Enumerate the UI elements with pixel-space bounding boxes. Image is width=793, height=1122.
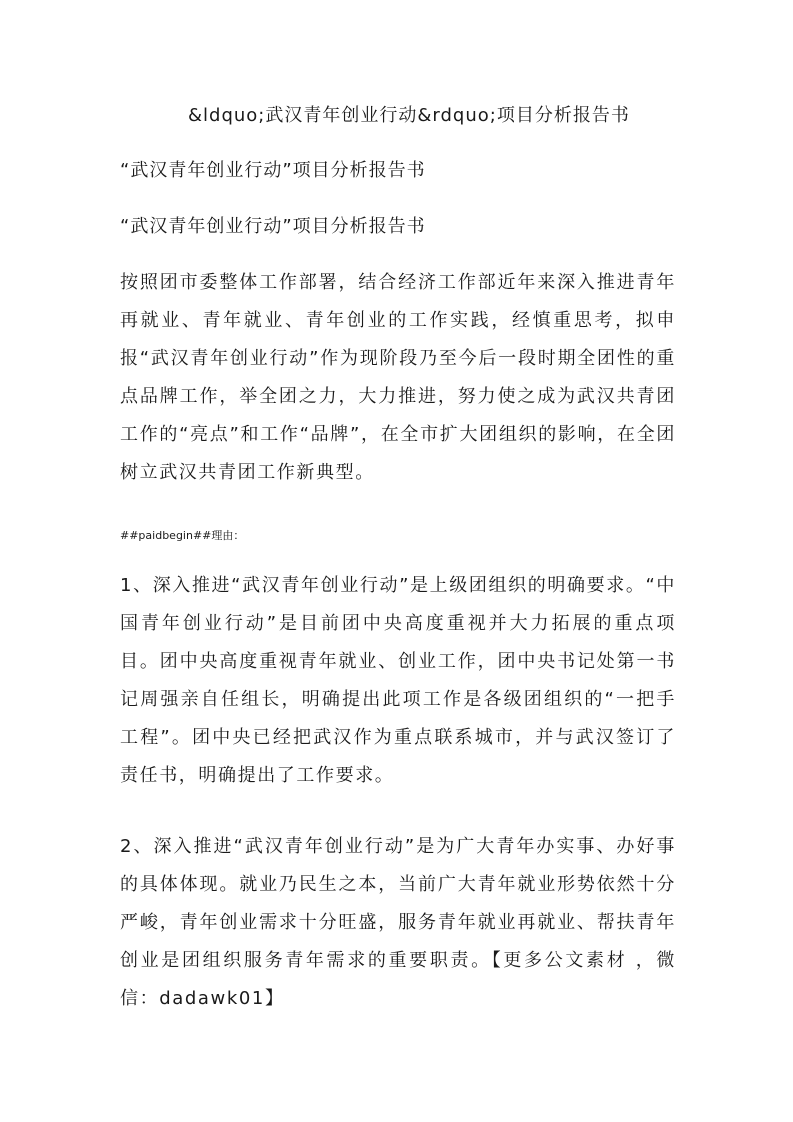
document-title: &ldquo;武汉青年创业行动&rdquo;项目分析报告书 xyxy=(188,105,630,126)
reasons-marker: ##paidbegin##理由： xyxy=(120,529,245,542)
document-subtitle-repeat: “武汉青年创业行动”项目分析报告书 xyxy=(120,216,426,237)
intro-paragraph: 按照团市委整体工作部署，结合经济工作部近年来深入推进青年再就业、青年就业、青年创业的工作实践，经慎重思考，拟申报“武汉青年创业行动”作为现阶段乃至今后一段时期全团性的重点品牌工作，举全团之力，大力推进，努力使之成为武汉共青团工作的“亮点”和工作“品牌”，在全市扩大团组织的影响，在全团树立武汉共青团工作新典型。 xyxy=(120,272,676,483)
reason-1-paragraph: 1、深入推进“武汉青年创业行动”是上级团组织的明确要求。“中国青年创业行动”是目前团中央高度重视并大力拓展的重点项目。团中央高度重视青年就业、创业工作，团中央书记处第一书记周强亲自任组长，明确提出此项工作是各级团组织的“一把手工程”。团中央已经把武汉作为重点联系城市，并与武汉签订了责任书，明确提出了工作要求。 xyxy=(120,575,676,786)
reason-2-paragraph: 2、深入推进“武汉青年创业行动”是为广大青年办实事、办好事的具体体现。就业乃民生之本，当前广大青年就业形势依然十分严峻，青年创业需求十分旺盛，服务青年就业再就业、帮扶青年创业是团组织服务青年需求的重要职责。【更多公文素材 ，微信：dadawk01】 xyxy=(120,836,676,1009)
document-subtitle: “武汉青年创业行动”项目分析报告书 xyxy=(120,160,426,181)
